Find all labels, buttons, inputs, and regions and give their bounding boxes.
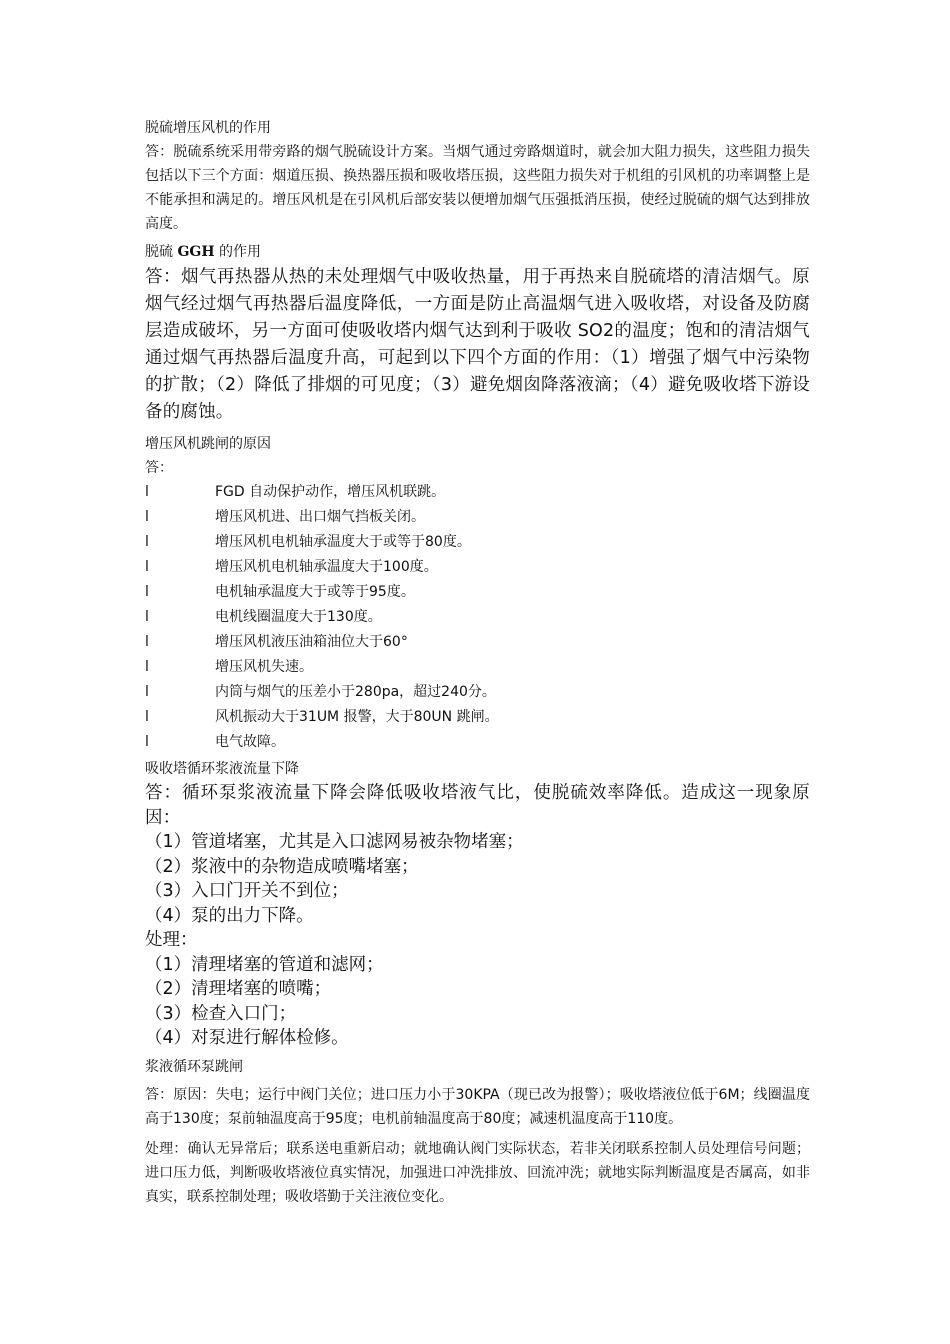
section-answer-slurry-flow-drop: 答：循环泵浆液流量下降会降低吸收塔液气比，使脱硫效率降低。造成这一现象原因：: [145, 783, 810, 828]
list-item: [145, 580, 810, 605]
section-title-booster-fan-function: 脱硫增压风机的作用: [145, 120, 271, 136]
list-item-text: 风机振动大于31UM 报警，大于80UN 跳闸。: [215, 709, 499, 725]
list-item-text: 电气故障。: [215, 734, 285, 750]
bullet-mark: l: [145, 509, 149, 525]
handling-item: （2）清理堵塞的喷嘴；: [145, 979, 332, 999]
cause-item: （1）管道堵塞，尤其是入口滤网易被杂物堵塞；: [145, 832, 524, 852]
bullet-mark: l: [145, 659, 149, 675]
list-item: [145, 505, 810, 530]
section-title-slurry-pump-trip: 浆液循环泵跳闸: [145, 1058, 243, 1075]
title-suffix: 的作用: [214, 244, 262, 260]
section-title-slurry-flow-drop: 吸收塔循环浆液流量下降: [145, 761, 299, 777]
list-item: [145, 480, 810, 505]
list-item-text: 增压风机失速。: [215, 659, 313, 675]
list-item-text: 电机线圈温度大于130度。: [215, 609, 382, 625]
handling-item: （1）清理堵塞的管道和滤网；: [145, 954, 384, 975]
list-item-text: 增压风机进、出口烟气挡板关闭。: [215, 509, 425, 525]
bullet-mark: l: [145, 559, 149, 575]
cause-item: （4）泵的出力下降。: [145, 905, 314, 926]
list-item: [145, 630, 810, 655]
list-item: [145, 730, 810, 755]
cause-item: （3）入口门开关不到位；: [145, 881, 349, 901]
bullet-mark: l: [145, 684, 149, 700]
section-handling-slurry-pump-trip: 处理：确认无异常后；联系送电重新启动；就地确认阀门实际状态，若非关闭联系控制人员处理信号问题；进口压力低，判断吸收塔液位真实情况，加强进口冲洗排放、回流冲洗；就地实际判断温度是否属高，如非真实，联系控制处理；吸收塔勤于关注液位变化。: [145, 1140, 810, 1205]
bullet-mark: l: [145, 634, 149, 650]
list-item: [145, 680, 810, 705]
bullet-mark: l: [145, 734, 149, 750]
section-title-booster-fan-trip: 增压风机跳闸的原因: [145, 436, 271, 452]
list-item-text: 增压风机液压油箱油位大于60°: [215, 634, 408, 650]
handling-item: （4）对泵进行解体检修。: [145, 1028, 349, 1048]
section-answer-booster-fan-function: 答：脱硫系统采用带旁路的烟气脱硫设计方案。当烟气通过旁路烟道时，就会加大阻力损失，这些阻力损失包括以下三个方面：烟道压损、换热器压损和吸收塔压损，这些阻力损失对于机组的引风机的功率调整上是不能承担和满足的。增压风机是在引风机后部安装以便增加烟气压强抵消压损，使经过脱硫的烟气达到排放高度。: [145, 144, 810, 232]
title-prefix: 脱硫: [145, 244, 178, 260]
section-answer-ggh-function: 答：烟气再热器从热的未处理烟气中吸收热量，用于再热来自脱硫塔的清洁烟气。原烟气经过烟气再热器后温度降低，一方面是防止高温烟气进入吸收塔，对设备及防腐层造成破坏，另一方面可使吸收塔内烟气达到利于吸收 SO2的温度；饱和的清洁烟气通过烟气再热器后温度升高，可起到以下四个方面的作用：（1）增强了烟气中污染物的扩散；（2）降低了排烟的可见度；（3）避免烟囱降落液滴；（4）避免吸收塔下游设备的腐蚀。: [145, 267, 810, 422]
title-bold-ggh: GGH: [177, 244, 215, 260]
answer-label: 答：: [145, 460, 173, 476]
bullet-mark: l: [145, 484, 149, 500]
list-item: [145, 705, 810, 730]
bullet-mark: l: [145, 609, 149, 625]
list-item-text: 增压风机电机轴承温度大于100度。: [215, 559, 438, 575]
list-item: [145, 555, 810, 580]
list-item: [145, 605, 810, 630]
handling-label: 处理：: [145, 930, 198, 950]
list-item-text: 内筒与烟气的压差小于280pa，超过240分。: [215, 684, 496, 700]
list-item-text: 增压风机电机轴承温度大于或等于80度。: [215, 534, 471, 550]
list-item-text: 电机轴承温度大于或等于95度。: [215, 584, 415, 600]
bullet-mark: l: [145, 534, 149, 550]
list-item: [145, 530, 810, 555]
cause-item: （2）浆液中的杂物造成喷嘴堵塞；: [145, 856, 419, 877]
list-item-text: FGD 自动保护动作，增压风机联跳。: [215, 484, 446, 500]
bullet-mark: l: [145, 709, 149, 725]
handling-item: （3）检查入口门；: [145, 1003, 297, 1024]
section-answer-slurry-pump-trip: 答：原因：失电；运行中阀门关位；进口压力小于30KPA（现已改为报警）；吸收塔液位低于6M；线圈温度高于130度；泵前轴温度高于95度；电机前轴温度高于80度；减速机温度高于110度。: [145, 1086, 810, 1127]
bullet-mark: l: [145, 584, 149, 600]
list-item: [145, 655, 810, 680]
section-title-ggh-function: [145, 240, 810, 264]
document-page: [145, 112, 810, 1209]
